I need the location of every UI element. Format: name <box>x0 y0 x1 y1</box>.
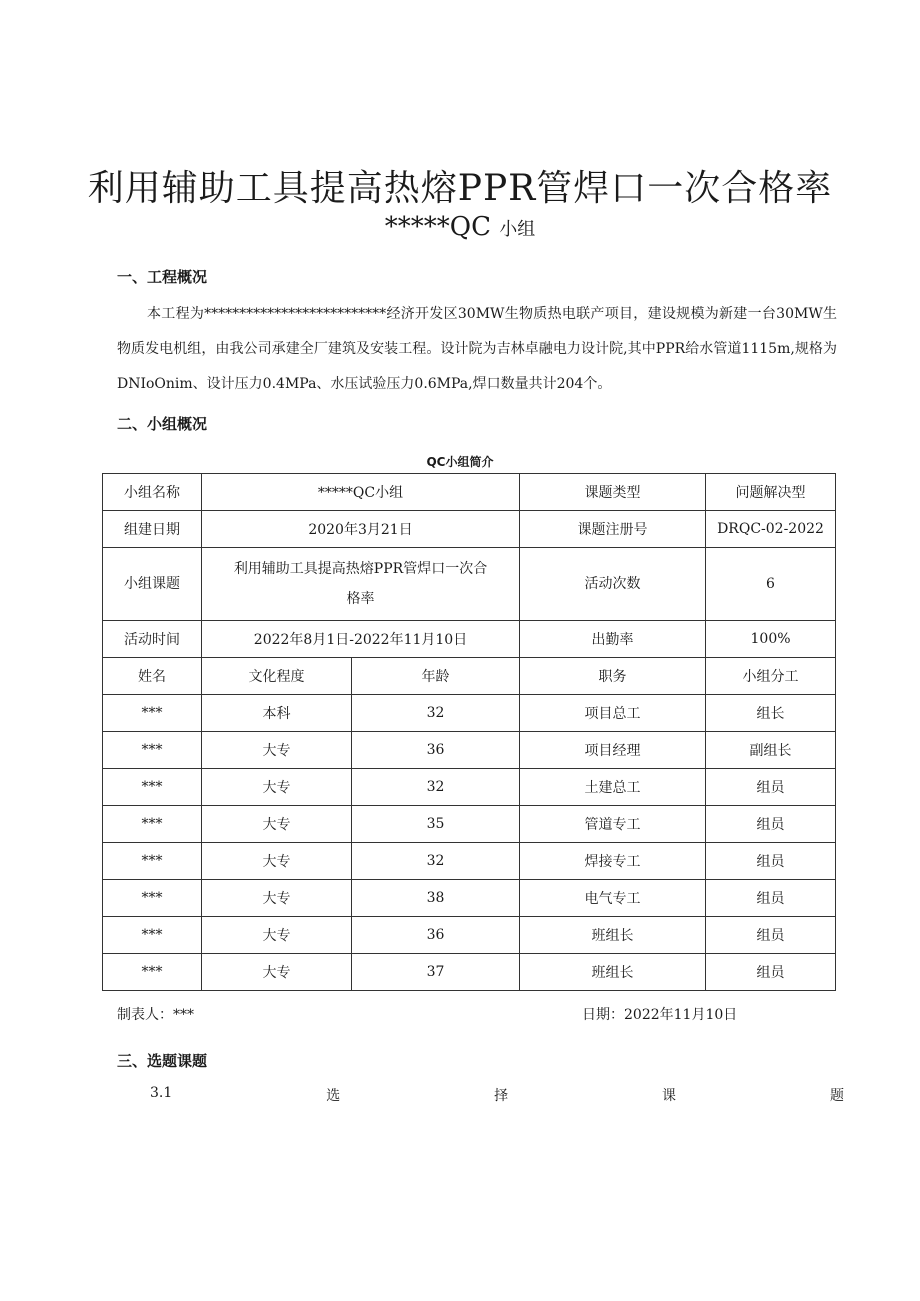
member-role: 组员 <box>706 954 836 991</box>
topic-type-label: 课题类型 <box>520 474 706 511</box>
attendance-value: 100% <box>706 621 836 658</box>
member-age: 32 <box>352 695 520 732</box>
member-name: *** <box>103 695 202 732</box>
member-name: *** <box>103 880 202 917</box>
member-position: 项目总工 <box>520 695 706 732</box>
header-role: 小组分工 <box>706 658 836 695</box>
header-position: 职务 <box>520 658 706 695</box>
table-row <box>103 621 836 658</box>
registration-number-label: 课题注册号 <box>520 511 706 548</box>
group-topic-line-2: 格率 <box>346 591 375 607</box>
table-row <box>103 769 836 806</box>
member-age: 36 <box>352 917 520 954</box>
member-role: 组长 <box>706 695 836 732</box>
table-made-by: 制表人：*** <box>117 1007 194 1023</box>
member-name: *** <box>103 806 202 843</box>
table-row <box>103 880 836 917</box>
table-caption: QC小组简介 <box>426 455 494 469</box>
member-position: 班组长 <box>520 917 706 954</box>
project-overview-paragraph: 本工程为**************************经济开发区30MW生物质热电联产项目，建设规模为新建一台30MW生物质发电机组，由我公司承建全厂建筑及安装工程。设计院为吉林卓融电力设计院,其中PPR给水管道1115m,规格为DNIoOnim、设计压力0.4MPa、水压试验压力0.6MPa,焊口数量共计204个。 <box>117 306 837 392</box>
member-position: 土建总工 <box>520 769 706 806</box>
member-position: 班组长 <box>520 954 706 991</box>
table-row <box>103 548 836 621</box>
section-heading-project-overview: 一、工程概况 <box>117 268 208 286</box>
member-role: 组员 <box>706 917 836 954</box>
group-name-value: *****QC小组 <box>202 474 520 511</box>
registration-number-value: DRQC-02-2022 <box>706 511 836 548</box>
member-name: *** <box>103 917 202 954</box>
founded-value: 2020年3月21日 <box>202 511 520 548</box>
subsection-heading-select-topic <box>150 1085 844 1105</box>
member-position: 电气专工 <box>520 880 706 917</box>
table-row <box>103 511 836 548</box>
member-education: 大专 <box>202 769 352 806</box>
member-role: 组员 <box>706 769 836 806</box>
member-education: 大专 <box>202 732 352 769</box>
topic-type-value: 问题解决型 <box>706 474 836 511</box>
qc-group-table <box>102 473 836 991</box>
member-age: 35 <box>352 806 520 843</box>
member-name: *** <box>103 732 202 769</box>
subsection-char: 课 <box>662 1088 677 1104</box>
member-education: 大专 <box>202 843 352 880</box>
header-age: 年龄 <box>352 658 520 695</box>
member-header-row <box>103 658 836 695</box>
subtitle-group-code: *****QC <box>384 212 491 242</box>
member-role: 组员 <box>706 843 836 880</box>
table-row <box>103 806 836 843</box>
group-topic-value <box>202 548 520 621</box>
activity-time-value: 2022年8月1日-2022年11月10日 <box>202 621 520 658</box>
member-education: 大专 <box>202 954 352 991</box>
header-education: 文化程度 <box>202 658 352 695</box>
activity-count-value: 6 <box>706 548 836 621</box>
activity-time-label: 活动时间 <box>103 621 202 658</box>
table-row <box>103 695 836 732</box>
member-age: 38 <box>352 880 520 917</box>
subsection-char: 择 <box>494 1088 509 1104</box>
member-name: *** <box>103 843 202 880</box>
table-row <box>103 917 836 954</box>
group-name-label: 小组名称 <box>103 474 202 511</box>
table-row <box>103 474 836 511</box>
member-role: 组员 <box>706 880 836 917</box>
member-education: 大专 <box>202 880 352 917</box>
header-name: 姓名 <box>103 658 202 695</box>
member-position: 焊接专工 <box>520 843 706 880</box>
member-role: 副组长 <box>706 732 836 769</box>
member-age: 32 <box>352 843 520 880</box>
subtitle-group-word: 小组 <box>499 219 536 240</box>
group-topic-line-1: 利用辅助工具提高热熔PPR管焊口一次合 <box>233 561 488 577</box>
section-heading-group-overview: 二、小组概况 <box>117 415 208 433</box>
member-position: 管道专工 <box>520 806 706 843</box>
member-position: 项目经理 <box>520 732 706 769</box>
member-name: *** <box>103 954 202 991</box>
group-topic-label: 小组课题 <box>103 548 202 621</box>
document-title: 利用辅助工具提高热熔PPR管焊口一次合格率 <box>87 168 833 209</box>
member-age: 32 <box>352 769 520 806</box>
section-heading-topic-selection: 三、选题课题 <box>117 1052 208 1070</box>
table-row <box>103 954 836 991</box>
subsection-char: 题 <box>829 1088 844 1104</box>
member-education: 大专 <box>202 917 352 954</box>
document-subtitle <box>0 212 920 242</box>
member-education: 本科 <box>202 695 352 732</box>
table-date: 日期：2022年11月10日 <box>582 1007 738 1023</box>
member-age: 37 <box>352 954 520 991</box>
member-role: 组员 <box>706 806 836 843</box>
table-row <box>103 732 836 769</box>
subsection-number: 3.1 <box>150 1085 173 1101</box>
table-row <box>103 843 836 880</box>
member-age: 36 <box>352 732 520 769</box>
activity-count-label: 活动次数 <box>520 548 706 621</box>
member-name: *** <box>103 769 202 806</box>
member-education: 大专 <box>202 806 352 843</box>
founded-label: 组建日期 <box>103 511 202 548</box>
attendance-label: 出勤率 <box>520 621 706 658</box>
subsection-char: 选 <box>326 1088 341 1104</box>
